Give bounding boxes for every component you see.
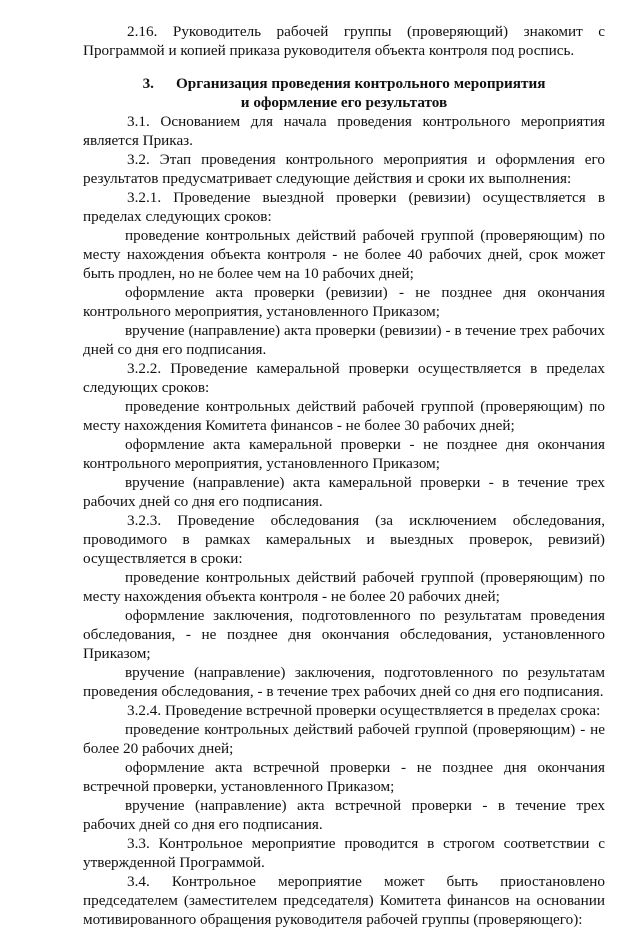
list-item: оформление акта встречной проверки - не позднее дня окончания встречной проверки, установленного Приказом;: [83, 759, 605, 795]
list-item: проведение контрольных действий рабочей группой (проверяющим) по месту нахождения объекта контроля - не более 20 рабочих дней;: [83, 569, 605, 605]
paragraph-2-16: 2.16. Руководитель рабочей группы (проверяющий) знакомит с Программой и копией приказа руководителя объекта контроля под роспись.: [83, 23, 605, 59]
list-item: вручение (направление) акта встречной проверки - в течение трех рабочих дней со дня его подписания.: [83, 797, 605, 833]
section-number: 3.: [142, 75, 154, 92]
paragraph-3-2-1: 3.2.1. Проведение выездной проверки (ревизии) осуществляется в пределах следующих сроков:: [83, 189, 605, 225]
document-page: [83, 22, 605, 929]
section-title-line-1: Организация проведения контрольного мероприятия: [175, 75, 546, 92]
paragraph-3-4: 3.4. Контрольное мероприятие может быть приостановлено председателем (заместителем председателя) Комитета финансов на основании мотивированного обращения руководителя рабочей группы (проверяющего):: [83, 873, 605, 928]
list-item: вручение (направление) заключения, подготовленного по результатам проведения обследования, - в течение трех рабочих дней со дня его подписания.: [83, 664, 605, 700]
paragraph-3-2-4: 3.2.4. Проведение встречной проверки осуществляется в пределах срока:: [127, 702, 601, 719]
paragraph-3-2-3: 3.2.3. Проведение обследования (за исключением обследования, проводимого в рамках камеральных и выездных проверок, ревизий) осуществляется в сроки:: [83, 512, 605, 567]
list-item: проведение контрольных действий рабочей группой (проверяющим) по месту нахождения Комитета финансов - не более 30 рабочих дней;: [83, 398, 605, 434]
list-item: вручение (направление) акта проверки (ревизии) - в течение трех рабочих дней со дня его подписания.: [83, 322, 605, 358]
list-item: оформление акта камеральной проверки - не позднее дня окончания контрольного мероприятия, установленного Приказом;: [83, 436, 605, 472]
list-item: вручение (направление) акта камеральной проверки - в течение трех рабочих дней со дня его подписания.: [83, 474, 605, 510]
paragraph-3-3: 3.3. Контрольное мероприятие проводится в строгом соответствии с утвержденной Программой.: [83, 835, 605, 871]
section-title-line-2: и оформление его результатов: [240, 93, 448, 111]
list-item: проведение контрольных действий рабочей группой (проверяющим) по месту нахождения объекта контроля - не более 40 рабочих дней, срок может быть продлен, но не более чем на 10 рабочих дней;: [83, 227, 605, 282]
list-item: проведение контрольных действий рабочей группой (проверяющим) - не более 20 рабочих дней;: [83, 721, 605, 757]
list-item: оформление акта проверки (ревизии) - не позднее дня окончания контрольного мероприятия, установленного Приказом;: [83, 284, 605, 320]
section-3-heading: [83, 75, 605, 112]
list-item: оформление заключения, подготовленного по результатам проведения обследования, - не позднее дня окончания обследования, установленного Приказом;: [83, 607, 605, 662]
paragraph-3-2: 3.2. Этап проведения контрольного мероприятия и оформления его результатов предусматривает следующие действия и сроки их выполнения:: [83, 151, 605, 187]
paragraph-3-2-2: 3.2.2. Проведение камеральной проверки осуществляется в пределах следующих сроков:: [83, 360, 605, 396]
paragraph-3-1: 3.1. Основанием для начала проведения контрольного мероприятия является Приказ.: [83, 113, 605, 149]
